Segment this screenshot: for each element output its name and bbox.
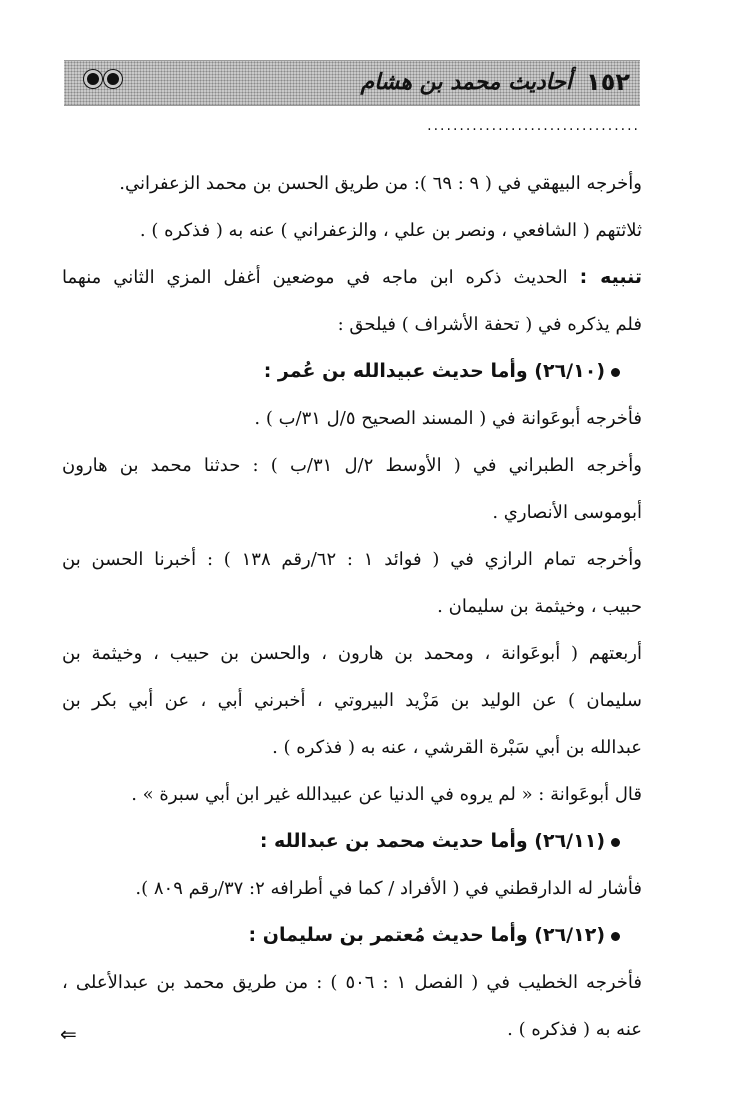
section-heading	[62, 912, 642, 959]
text-line: وأخرجه البيهقي في ( ٩ : ٦٩ ): من طريق الحسن بن محمد الزعفراني.	[119, 173, 642, 194]
text-line: فأشار له الدارقطني في ( الأفراد / كما في أطرافه ٢: ٣٧/رقم ٨٠٩ ).	[135, 878, 642, 899]
back-arrow-icon: ⇐	[60, 1022, 77, 1046]
section-heading	[62, 818, 642, 865]
heading-text: (٢٦/١١) وأما حديث محمد بن عبدالله :	[259, 830, 605, 852]
running-title: أحاديث محمد بن هشام	[360, 69, 573, 95]
text-line: أبوموسى الأنصاري .	[492, 502, 642, 523]
dotted-separator: .................................	[427, 118, 640, 134]
text-line: سليمان ) عن الوليد بن مَزْيد البيروتي ، أخبرني أبي ، عن أبي بكر بن	[62, 690, 642, 711]
text-line: عبدالله بن أبي سَبْرة القرشي ، عنه به ( فذكره ) .	[272, 737, 642, 758]
heading-text: (٢٦/١٠) وأما حديث عبيدالله بن عُمر :	[263, 360, 605, 382]
page-number: ١٥٢	[586, 68, 630, 96]
bullet-icon	[611, 932, 620, 941]
page-body	[62, 160, 642, 1053]
section-heading	[62, 348, 642, 395]
text-line: ثلاثتهم ( الشافعي ، ونصر بن علي ، والزعفراني ) عنه به ( فذكره ) .	[139, 220, 642, 241]
text-line: فأخرجه أبوعَوانة في ( المسند الصحيح ٥/ل ٣١/ب ) .	[254, 408, 642, 429]
heading-text: (٢٦/١٢) وأما حديث مُعتمر بن سليمان :	[248, 924, 605, 946]
text-line: فلم يذكره في ( تحفة الأشراف ) فيلحق :	[337, 314, 642, 335]
ornament-circle-icon	[84, 70, 102, 88]
ornament-circle-icon	[104, 70, 122, 88]
text-line: وأخرجه تمام الرازي في ( فوائد ١ : ٦٢/رقم ١٣٨ ) : أخبرنا الحسن بن	[62, 549, 642, 570]
bullet-icon	[611, 368, 620, 377]
text-line: حبيب ، وخيثمة بن سليمان .	[437, 596, 642, 617]
note-label: تنبيه :	[579, 266, 642, 288]
text-line: قال أبوعَوانة : « لم يروه في الدنيا عن عبيدالله غير ابن أبي سبرة » .	[131, 784, 642, 805]
page-header	[70, 62, 630, 102]
text-line: أربعتهم ( أبوعَوانة ، ومحمد بن هارون ، والحسن بن حبيب ، وخيثمة بن	[62, 643, 642, 664]
text-line: عنه به ( فذكره ) .	[507, 1019, 642, 1040]
bullet-icon	[611, 838, 620, 847]
text-line: فأخرجه الخطيب في ( الفصل ١ : ٥٠٦ ) : من طريق محمد بن عبدالأعلى ،	[62, 972, 642, 993]
double-circle-ornament-icon	[84, 70, 124, 94]
note-text: الحديث ذكره ابن ماجه في موضعين أغفل المزي الثاني منهما	[62, 267, 568, 288]
note-line	[62, 254, 642, 301]
text-line: وأخرجه الطبراني في ( الأوسط ٢/ل ٣١/ب ) : حدثنا محمد بن هارون	[62, 455, 642, 476]
